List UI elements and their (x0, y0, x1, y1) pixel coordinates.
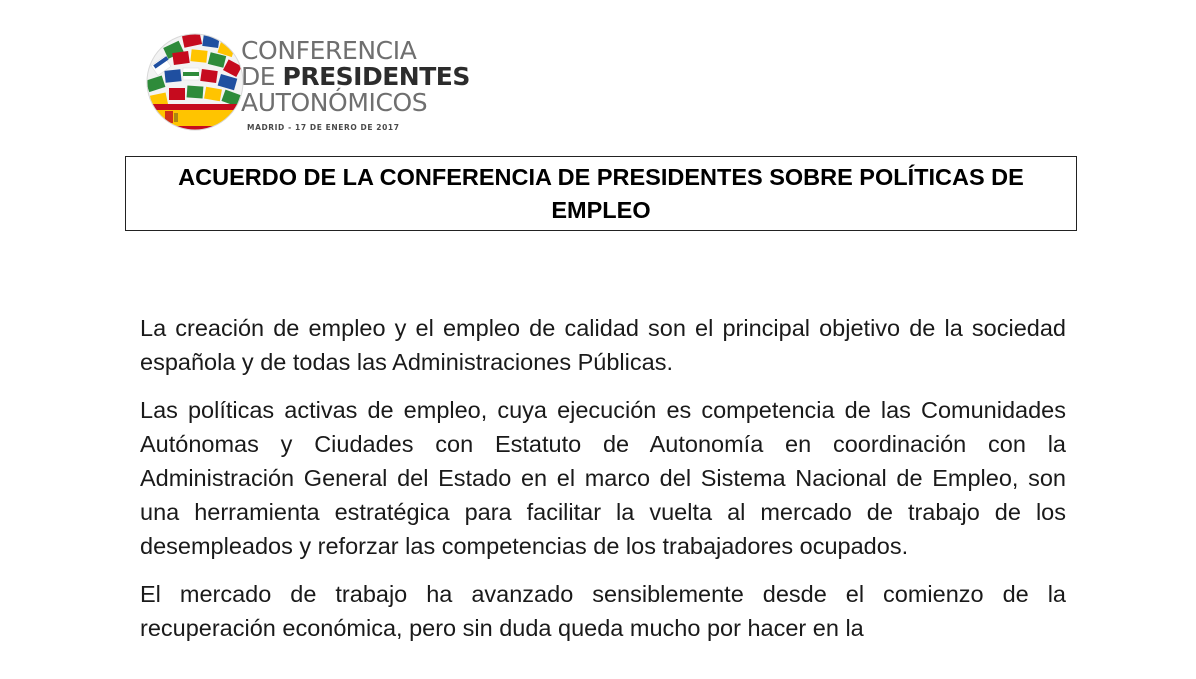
conference-logo (143, 18, 470, 140)
document-title: ACUERDO DE LA CONFERENCIA DE PRESIDENTES SOBRE POLÍTICAS DE EMPLEO (178, 163, 1024, 223)
logo-line-autonomicos: AUTONÓMICOS (241, 88, 428, 117)
paragraph: El mercado de trabajo ha avanzado sensiblemente desde el comienzo de la recuperación económica, pero sin duda queda mucho por hacer en la (140, 581, 1066, 641)
document-body (140, 311, 1066, 659)
logo-wordmark (241, 38, 471, 132)
logo-date: MADRID - 17 DE ENERO DE 2017 (247, 123, 400, 132)
logo-line-conferencia: CONFERENCIA (241, 36, 417, 65)
paragraph: Las políticas activas de empleo, cuya ejecución es competencia de las Comunidades Autónomas y Ciudades con Estatuto de Autonomía en coordinación con la Administración General del Estado en el marco del Sistema Nacional de Empleo, son una herramienta estratégica para facilitar la vuelta al mercado de trabajo de los desempleados y reforzar las competencias de los trabajadores ocupados. (140, 397, 1066, 559)
flags-globe-icon (143, 30, 247, 134)
logo-line2-bold: PRESIDENTES (282, 62, 470, 91)
paragraph: La creación de empleo y el empleo de calidad son el principal objetivo de la sociedad española y de todas las Administraciones Públicas. (140, 315, 1066, 375)
logo-line-presidentes (241, 64, 471, 90)
title-box (125, 156, 1077, 231)
logo-line2-prefix: DE (241, 62, 276, 91)
